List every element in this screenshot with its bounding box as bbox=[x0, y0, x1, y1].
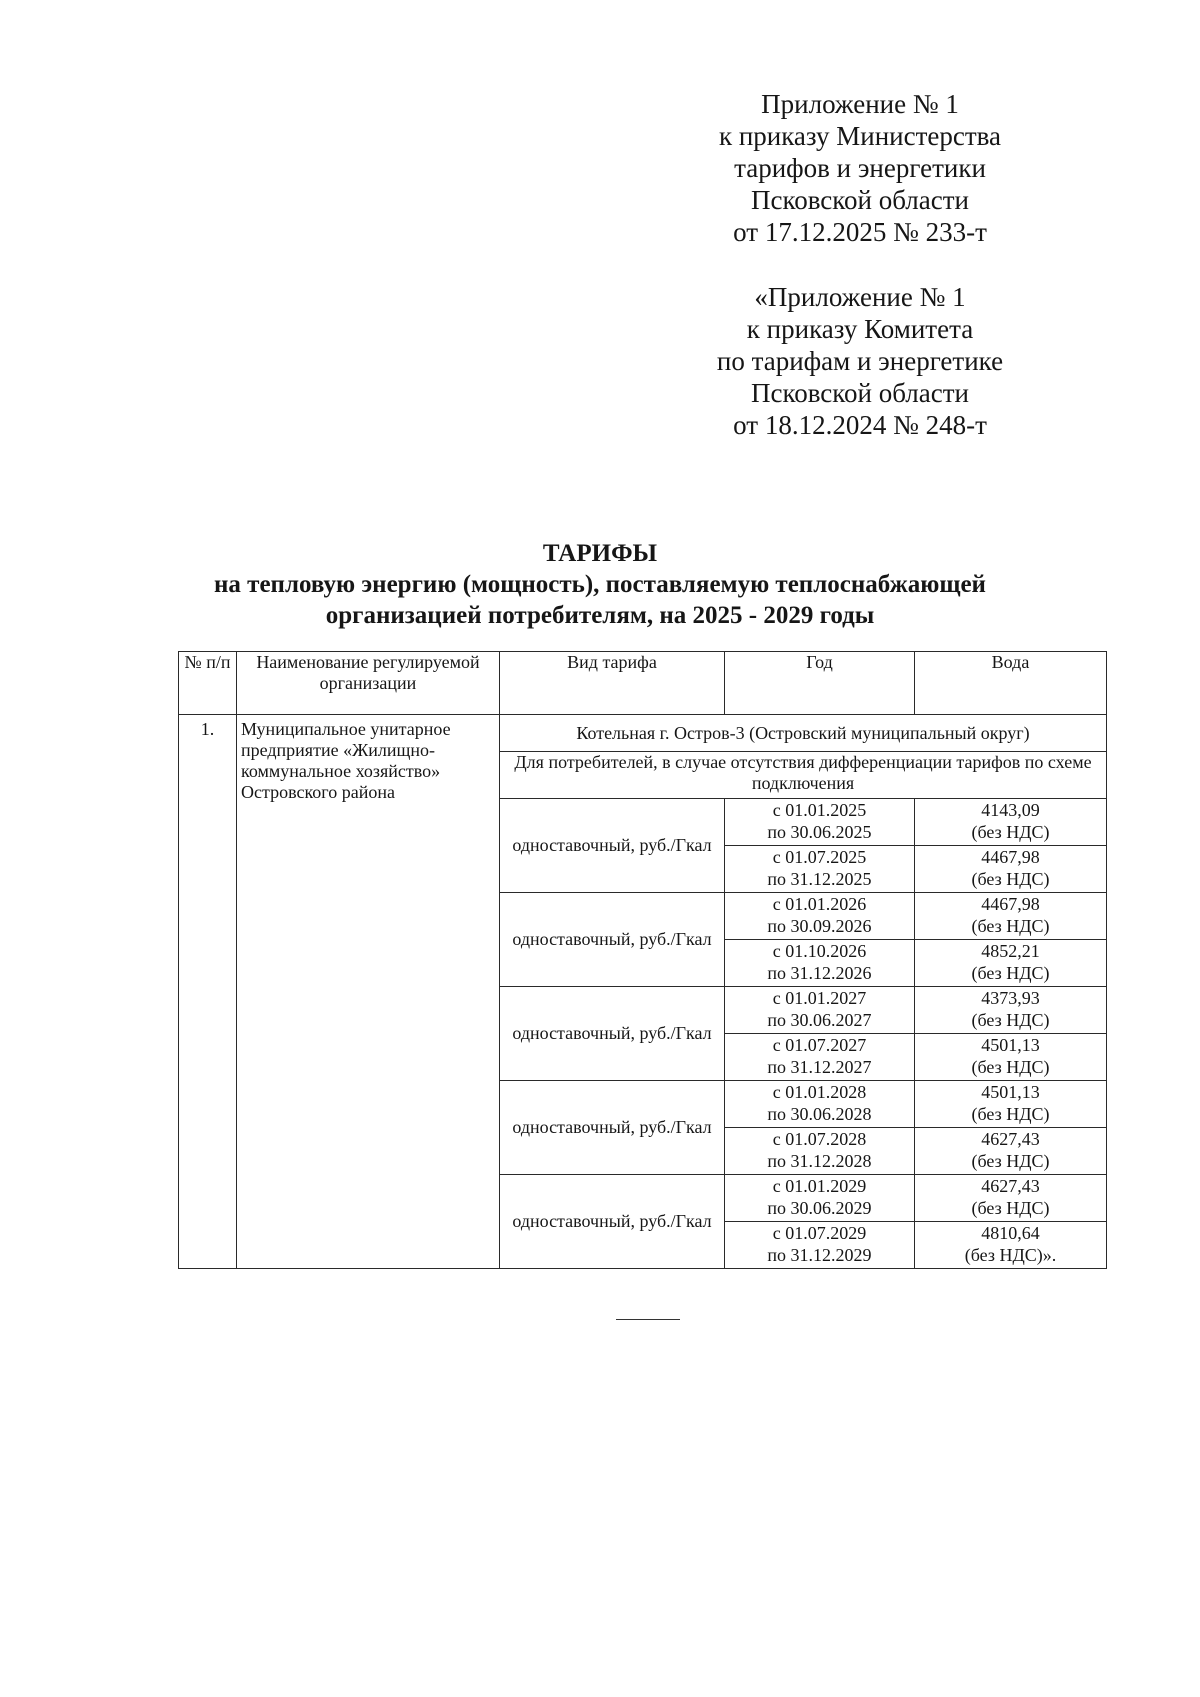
period-to: по 31.12.2026 bbox=[767, 963, 872, 983]
tariff-kind: одноставочный, руб./Гкал bbox=[500, 799, 725, 893]
tariff-kind: одноставочный, руб./Гкал bbox=[500, 987, 725, 1081]
header-kind: Вид тарифа bbox=[500, 652, 725, 715]
appendix-original-block bbox=[670, 281, 1050, 441]
period-to: по 30.09.2026 bbox=[767, 916, 872, 936]
tariff-kind: одноставочный, руб./Гкал bbox=[500, 1081, 725, 1175]
value-amount: 4373,93 bbox=[981, 988, 1040, 1008]
document-title bbox=[130, 538, 1070, 631]
row-number: 1. bbox=[179, 715, 237, 1269]
appendix-line: к приказу Министерства bbox=[718, 121, 1002, 151]
appendix-line: Псковской области bbox=[750, 378, 969, 408]
value-vat-note: (без НДС) bbox=[971, 822, 1050, 842]
tariff-kind: одноставочный, руб./Гкал bbox=[500, 1175, 725, 1269]
tariff-value bbox=[915, 893, 1107, 940]
value-amount: 4627,43 bbox=[981, 1129, 1040, 1149]
value-amount: 4467,98 bbox=[981, 847, 1040, 867]
appendix-line: «Приложение № 1 bbox=[754, 282, 966, 312]
tariff-period bbox=[725, 846, 915, 893]
appendix-line: от 18.12.2024 № 248-т bbox=[733, 410, 987, 440]
period-from: с 01.07.2028 bbox=[772, 1129, 867, 1149]
appendix-line: тарифов и энергетики bbox=[734, 153, 986, 183]
appendix-line: Приложение № 1 bbox=[761, 89, 959, 119]
period-from: с 01.01.2028 bbox=[772, 1082, 867, 1102]
tariff-period bbox=[725, 1175, 915, 1222]
tariff-value bbox=[915, 1175, 1107, 1222]
tariff-value bbox=[915, 1034, 1107, 1081]
tariff-period bbox=[725, 940, 915, 987]
title-line: организацией потребителям, на 2025 - 2029 годы bbox=[325, 602, 875, 629]
period-from: с 01.07.2027 bbox=[772, 1035, 867, 1055]
tariff-period bbox=[725, 799, 915, 846]
period-from: с 01.07.2025 bbox=[772, 847, 867, 867]
title-line: на тепловую энергию (мощность), поставляемую теплоснабжающей bbox=[214, 571, 986, 598]
value-vat-note: (без НДС)». bbox=[964, 1245, 1057, 1265]
tariff-period bbox=[725, 1034, 915, 1081]
header-num: № п/п bbox=[179, 652, 237, 715]
value-amount: 4467,98 bbox=[981, 894, 1040, 914]
tariff-period bbox=[725, 1222, 915, 1269]
value-amount: 4810,64 bbox=[981, 1223, 1040, 1243]
header-year: Год bbox=[725, 652, 915, 715]
separator-line bbox=[616, 1319, 680, 1320]
value-vat-note: (без НДС) bbox=[971, 1198, 1050, 1218]
table-row bbox=[179, 715, 1107, 752]
value-amount: 4852,21 bbox=[981, 941, 1040, 961]
value-amount: 4501,13 bbox=[981, 1035, 1040, 1055]
value-vat-note: (без НДС) bbox=[971, 916, 1050, 936]
appendix-line: по тарифам и энергетике bbox=[716, 346, 1004, 376]
period-to: по 31.12.2029 bbox=[767, 1245, 872, 1265]
tariff-period bbox=[725, 1081, 915, 1128]
value-vat-note: (без НДС) bbox=[971, 1151, 1050, 1171]
value-amount: 4627,43 bbox=[981, 1176, 1040, 1196]
appendix-line: к приказу Комитета bbox=[746, 314, 974, 344]
value-vat-note: (без НДС) bbox=[971, 869, 1050, 889]
tariff-value bbox=[915, 1081, 1107, 1128]
tariff-value bbox=[915, 846, 1107, 893]
appendix-line: Псковской области bbox=[750, 185, 969, 215]
header-water: Вода bbox=[915, 652, 1107, 715]
tariff-period bbox=[725, 1128, 915, 1175]
value-amount: 4501,13 bbox=[981, 1082, 1040, 1102]
header-org: Наименование регулируемой организации bbox=[237, 652, 500, 715]
tariff-kind: одноставочный, руб./Гкал bbox=[500, 893, 725, 987]
period-to: по 30.06.2028 bbox=[767, 1104, 872, 1124]
consumers-note: Для потребителей, в случае отсутствия дифференциации тарифов по схеме подключения bbox=[500, 752, 1107, 799]
period-from: с 01.10.2026 bbox=[772, 941, 867, 961]
boiler-house: Котельная г. Остров-3 (Островский муниципальный округ) bbox=[500, 715, 1107, 752]
tariff-period bbox=[725, 893, 915, 940]
tariff-value bbox=[915, 799, 1107, 846]
value-vat-note: (без НДС) bbox=[971, 1010, 1050, 1030]
tariff-value bbox=[915, 987, 1107, 1034]
period-from: с 01.01.2029 bbox=[772, 1176, 867, 1196]
period-from: с 01.01.2026 bbox=[772, 894, 867, 914]
table-header-row bbox=[179, 652, 1107, 715]
period-to: по 31.12.2028 bbox=[767, 1151, 872, 1171]
value-vat-note: (без НДС) bbox=[971, 963, 1050, 983]
tariff-period bbox=[725, 987, 915, 1034]
period-from: с 01.07.2029 bbox=[772, 1223, 867, 1243]
value-vat-note: (без НДС) bbox=[971, 1057, 1050, 1077]
period-from: с 01.01.2027 bbox=[772, 988, 867, 1008]
tariff-value bbox=[915, 940, 1107, 987]
period-to: по 30.06.2027 bbox=[767, 1010, 872, 1030]
tariff-value bbox=[915, 1222, 1107, 1269]
period-to: по 31.12.2025 bbox=[767, 869, 872, 889]
appendix-line: от 17.12.2025 № 233-т bbox=[733, 217, 987, 247]
value-amount: 4143,09 bbox=[981, 800, 1040, 820]
period-from: с 01.01.2025 bbox=[772, 800, 867, 820]
tariff-value bbox=[915, 1128, 1107, 1175]
tariffs-table bbox=[178, 651, 1107, 1269]
organization-name: Муниципальное унитарное предприятие «Жилищно-коммунальное хозяйство» Островского района bbox=[237, 715, 500, 1269]
title-heading: ТАРИФЫ bbox=[542, 540, 658, 567]
appendix-current-block bbox=[670, 88, 1050, 248]
period-to: по 31.12.2027 bbox=[767, 1057, 872, 1077]
value-vat-note: (без НДС) bbox=[971, 1104, 1050, 1124]
period-to: по 30.06.2029 bbox=[767, 1198, 872, 1218]
period-to: по 30.06.2025 bbox=[767, 822, 872, 842]
